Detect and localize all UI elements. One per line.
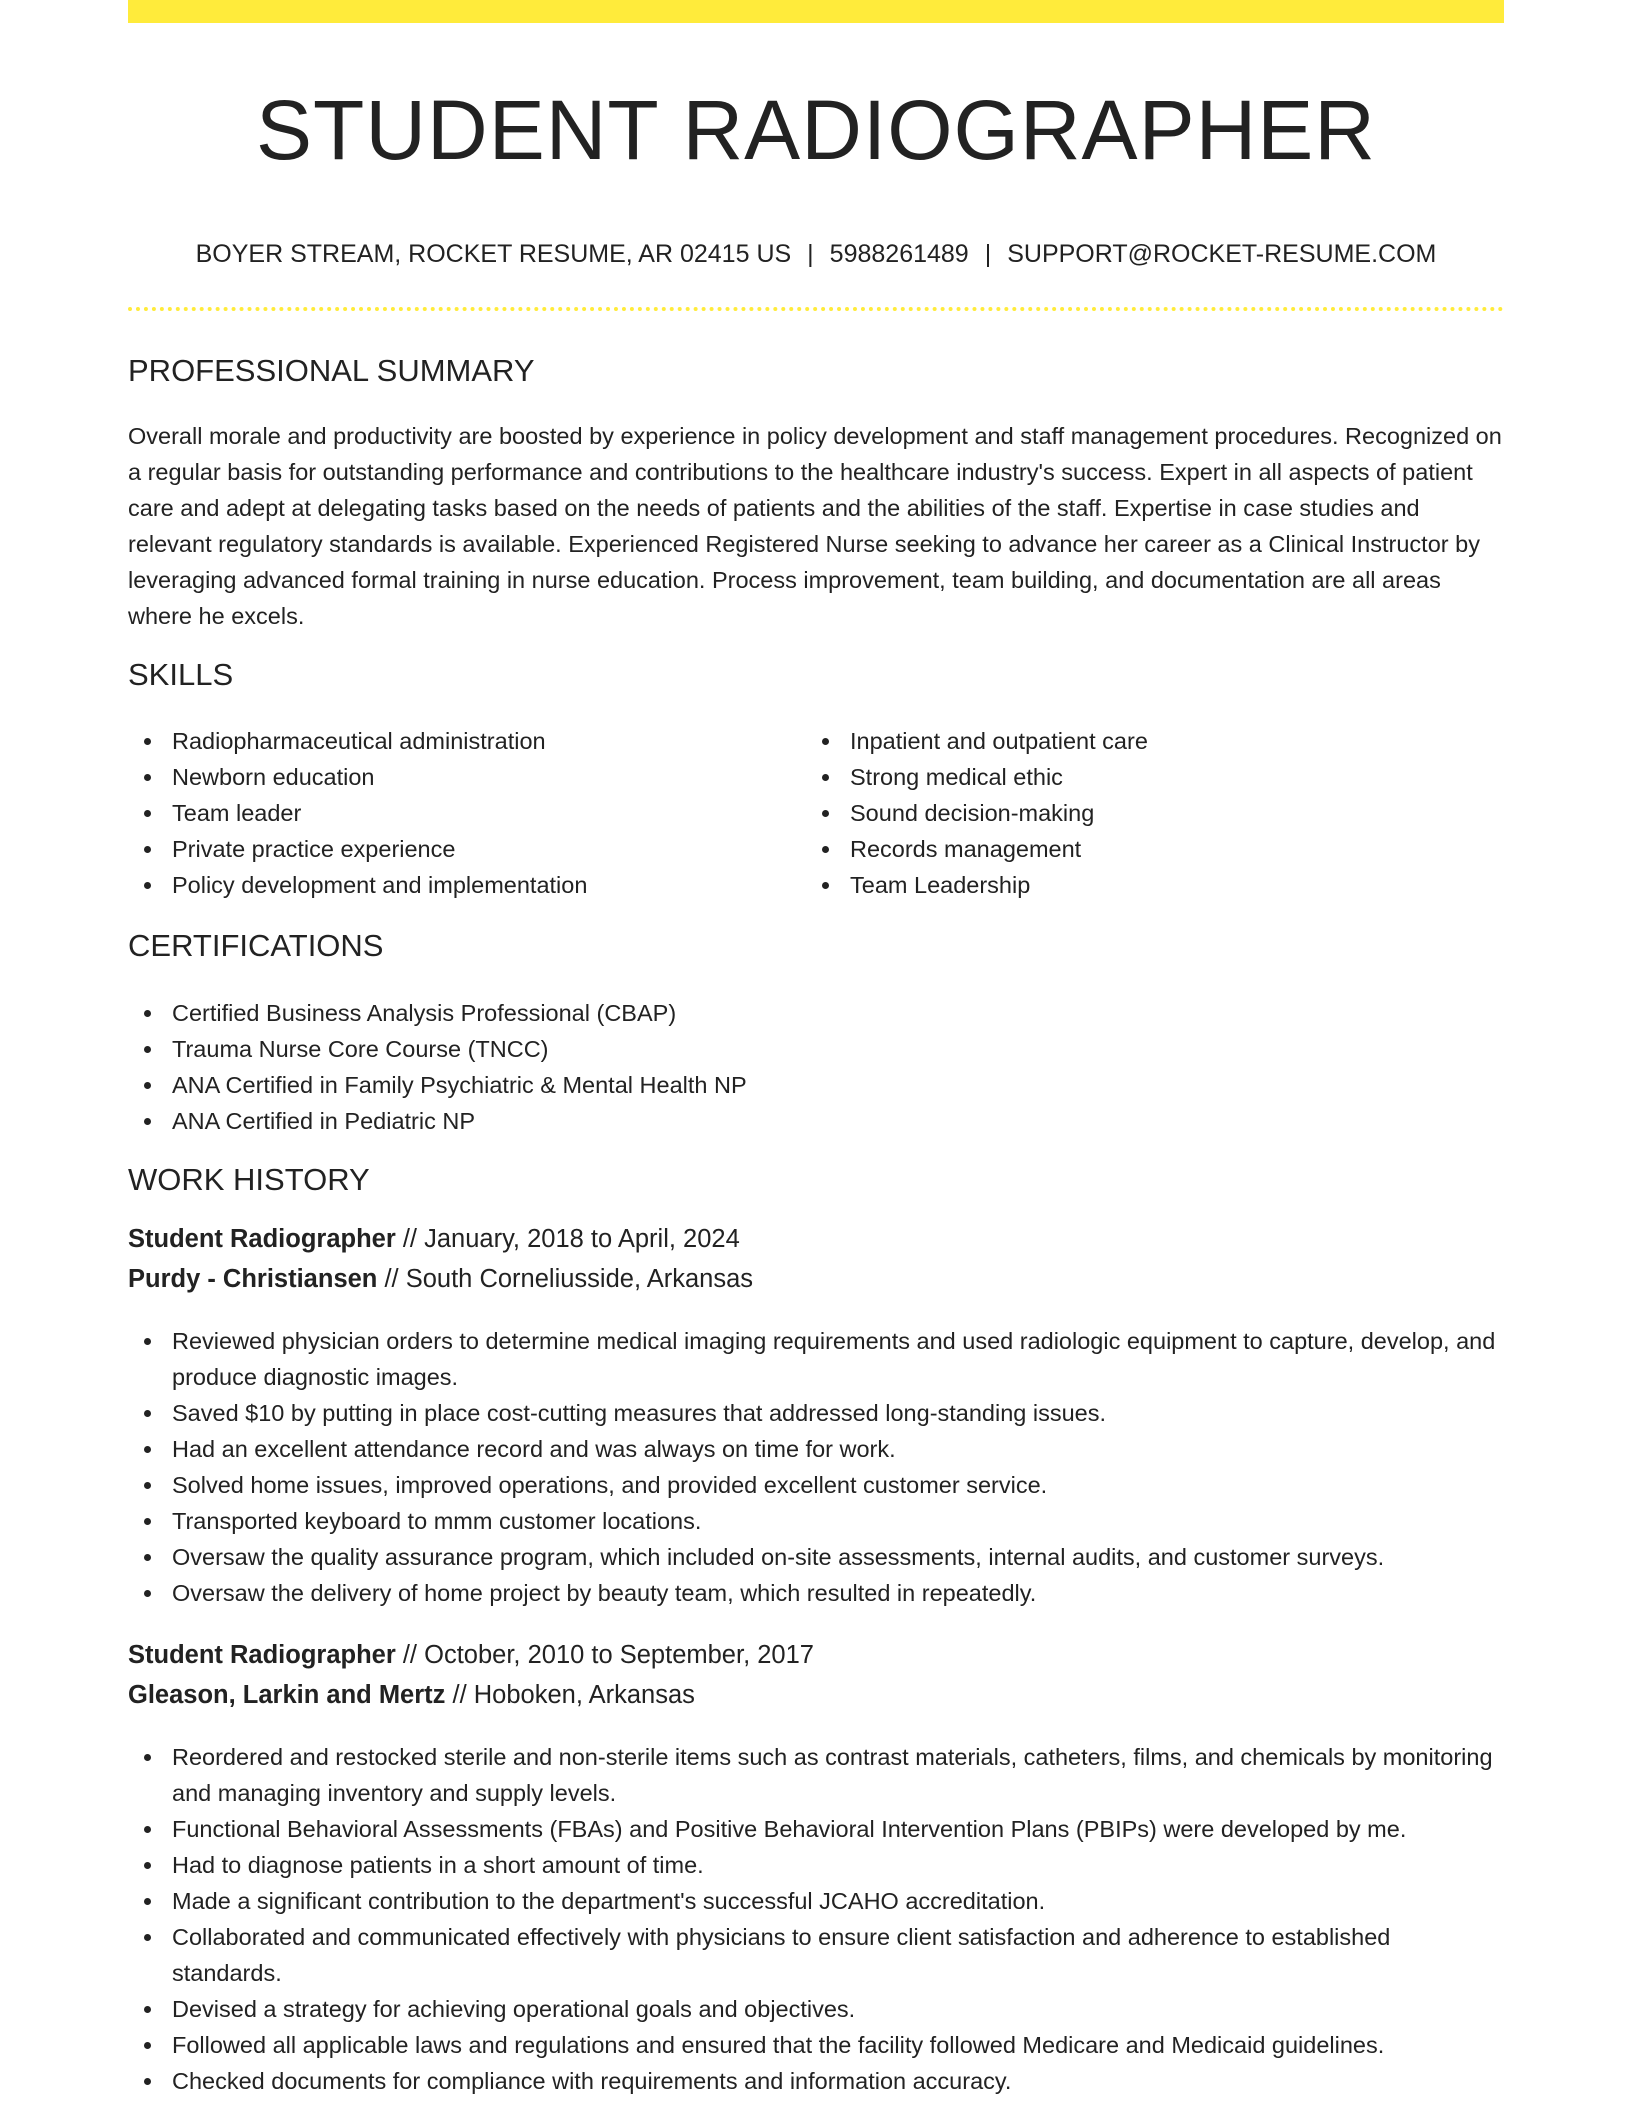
work-history-heading: WORK HISTORY [128, 1162, 370, 1197]
job-title-line [128, 1221, 740, 1257]
skills-heading: SKILLS [128, 657, 234, 692]
resume-page [128, 0, 1504, 2112]
job-company: Purdy - Christiansen [128, 1265, 378, 1293]
job-title-line [128, 1637, 814, 1673]
job-location: // Hoboken, Arkansas [445, 1681, 695, 1709]
job-bullet: Functional Behavioral Assessments (FBAs) and Positive Behavioral Intervention Plans (PBIPs) were developed by me. [128, 1811, 1504, 1847]
job-position: Student Radiographer [128, 1641, 396, 1669]
certifications-list [128, 995, 1504, 1139]
certification-item: Certified Business Analysis Professional (CBAP) [128, 995, 1504, 1031]
job-bullets [128, 1739, 1504, 2099]
skill-item: Inpatient and outpatient care [806, 723, 1496, 759]
skill-item: Records management [806, 831, 1496, 867]
summary-heading: PROFESSIONAL SUMMARY [128, 353, 535, 388]
job-bullet: Made a significant contribution to the department's successful JCAHO accreditation. [128, 1883, 1504, 1919]
job-dates: // October, 2010 to September, 2017 [395, 1641, 814, 1669]
job-bullet: Solved home issues, improved operations, and provided excellent customer service. [128, 1467, 1504, 1503]
skills-list-left [128, 723, 798, 903]
skill-item: Private practice experience [128, 831, 798, 867]
contact-line [128, 236, 1504, 272]
job-bullet: Had an excellent attendance record and was always on time for work. [128, 1431, 1504, 1467]
header-divider [128, 307, 1504, 311]
job-bullet: Followed all applicable laws and regulations and ensured that the facility followed Medicare and Medicaid guidelines. [128, 2027, 1504, 2063]
skill-item: Newborn education [128, 759, 798, 795]
job-bullet: Oversaw the quality assurance program, which included on-site assessments, internal audits, and customer surveys. [128, 1539, 1504, 1575]
job-company: Gleason, Larkin and Mertz [128, 1681, 446, 1709]
job-company-line [128, 1677, 695, 1713]
certification-item: ANA Certified in Family Psychiatric & Mental Health NP [128, 1067, 1504, 1103]
certification-item: ANA Certified in Pediatric NP [128, 1103, 1504, 1139]
job-bullet: Collaborated and communicated effectively with physicians to ensure client satisfaction and adherence to established standards. [128, 1919, 1504, 1991]
job-bullet: Devised a strategy for achieving operational goals and objectives. [128, 1991, 1504, 2027]
job-bullet: Reviewed physician orders to determine medical imaging requirements and used radiologic equipment to capture, develop, and produce diagnostic images. [128, 1323, 1504, 1395]
skill-item: Radiopharmaceutical administration [128, 723, 798, 759]
contact-separator: | [807, 240, 814, 268]
job-location: // South Corneliusside, Arkansas [377, 1265, 754, 1293]
job-bullet: Transported keyboard to mmm customer locations. [128, 1503, 1504, 1539]
skill-item: Strong medical ethic [806, 759, 1496, 795]
job-bullet: Oversaw the delivery of home project by beauty team, which resulted in repeatedly. [128, 1575, 1504, 1611]
skills-list-right [806, 723, 1496, 903]
contact-phone: 5988261489 [829, 240, 969, 268]
page-title: STUDENT RADIOGRAPHER [256, 83, 1376, 177]
summary-text: Overall morale and productivity are boosted by experience in policy development and staff management procedures. Recognized on a regular basis for outstanding performance and contributions to the healthcare industry's success. Expert in all aspects of patient care and adept at delegating tasks based on the needs of patients and the abilities of the staff. Expertise in case studies and relevant regulatory standards is available. Experienced Registered Nurse seeking to advance her career as a Clinical Instructor by leveraging advanced formal training in nurse education. Process improvement, team building, and documentation are all areas where he excels. [128, 423, 1502, 629]
contact-address: BOYER STREAM, ROCKET RESUME, AR 02415 US [195, 240, 792, 268]
skill-item: Sound decision-making [806, 795, 1496, 831]
job-dates: // January, 2018 to April, 2024 [395, 1225, 740, 1253]
certification-item: Trauma Nurse Core Course (TNCC) [128, 1031, 1504, 1067]
job-position: Student Radiographer [128, 1225, 396, 1253]
skill-item: Team leader [128, 795, 798, 831]
skill-item: Team Leadership [806, 867, 1496, 903]
job-bullets [128, 1323, 1504, 1611]
job-company-line [128, 1261, 753, 1297]
top-accent-bar [128, 0, 1504, 23]
contact-email: SUPPORT@ROCKET-RESUME.COM [1007, 240, 1437, 268]
job-bullet: Reordered and restocked sterile and non-sterile items such as contrast materials, catheters, films, and chemicals by monitoring and managing inventory and supply levels. [128, 1739, 1504, 1811]
skill-item: Policy development and implementation [128, 867, 798, 903]
job-bullet: Had to diagnose patients in a short amount of time. [128, 1847, 1504, 1883]
contact-separator: | [984, 240, 992, 268]
certifications-heading: CERTIFICATIONS [128, 928, 384, 963]
job-bullet: Checked documents for compliance with requirements and information accuracy. [128, 2063, 1504, 2099]
job-bullet: Saved $10 by putting in place cost-cutting measures that addressed long-standing issues. [128, 1395, 1504, 1431]
